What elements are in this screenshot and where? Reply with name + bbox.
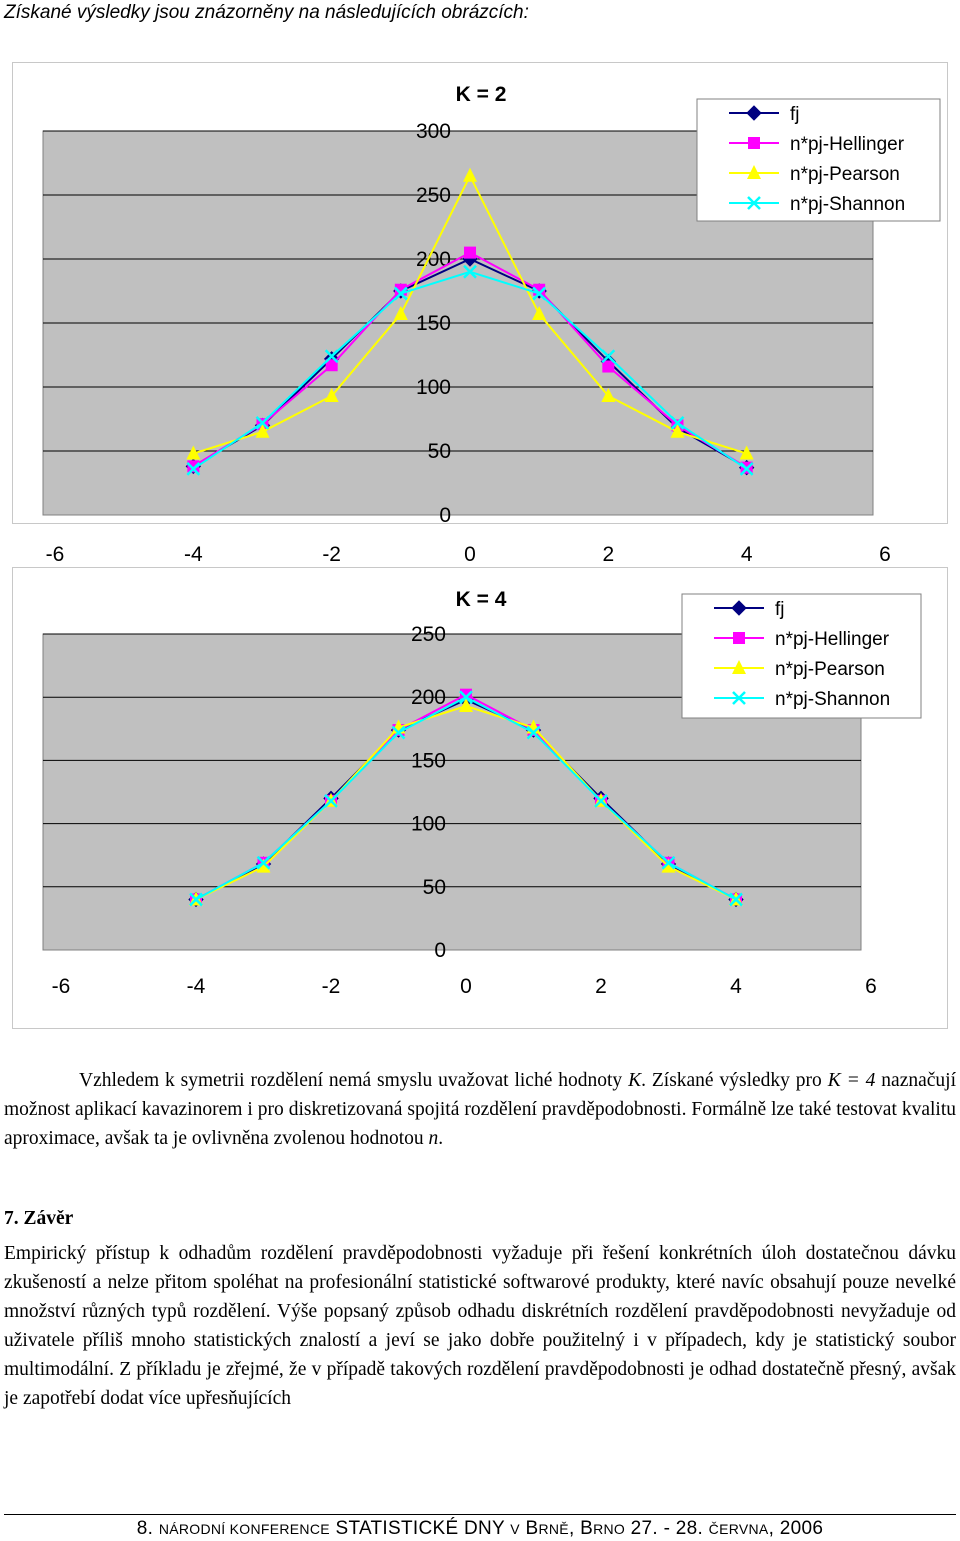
x-tick-label: 2 [595, 975, 607, 998]
x-tick-labels [46, 543, 891, 566]
formula: K = 4 [827, 1070, 876, 1091]
legend-marker [748, 137, 760, 149]
legend-marker [733, 632, 745, 644]
y-tick-label: 300 [415, 120, 451, 143]
variable-n: n [428, 1128, 439, 1149]
x-tick-label: -6 [45, 543, 65, 566]
x-tick-label: -4 [183, 543, 203, 566]
chart-k4 [12, 567, 948, 1029]
text-run: Vzhledem k symetrii rozdělení nemá smyslu uvažovat liché hodnoty [79, 1070, 629, 1091]
x-tick-label: -4 [186, 975, 206, 998]
footer-divider [4, 1514, 956, 1515]
x-tick-label: 0 [460, 975, 472, 998]
paragraph-conclusion [4, 1239, 956, 1413]
chart-title: K = 4 [455, 588, 507, 611]
y-tick-label: 0 [439, 504, 451, 527]
legend-label: n*pj-Pearson [775, 659, 885, 680]
legend [682, 594, 921, 718]
chart-k4-svg [13, 568, 947, 1028]
variable-k: K [628, 1070, 642, 1091]
legend-label: fj [790, 104, 800, 125]
chart-k2 [12, 62, 948, 566]
y-tick-label: 200 [410, 686, 446, 710]
y-tick-label: 100 [410, 812, 446, 836]
x-tick-labels [52, 975, 877, 998]
legend [697, 99, 940, 221]
data-point [602, 361, 614, 373]
text-run: . Získané výsledky pro [641, 1070, 828, 1091]
text-run: naznačují možnost aplikací kavazinorem i pro diskretizovaná spojitá rozdělení pravděpodobnosti. Formálně lze také testovat kvalitu aproximace, avšak ta je ovlivněna zvolenou hodnotou [4, 1070, 956, 1149]
y-tick-label: 100 [415, 376, 451, 399]
text-run: . [438, 1128, 444, 1149]
paragraph-results [4, 1066, 956, 1153]
x-tick-label: 6 [865, 975, 877, 998]
data-point [464, 247, 476, 259]
legend-label: n*pj-Pearson [790, 164, 900, 185]
y-tick-label: 250 [415, 184, 451, 207]
legend-label: n*pj-Hellinger [775, 629, 890, 650]
page-footer: 8. NÁRODNÍ KONFERENCE STATISTICKÉ DNY V BRNĚ, BRNO 27. - 28. ČERVNA, 2006 [136, 1518, 824, 1539]
intro-text: Získané výsledky jsou znázorněny na následujících obrázcích: [4, 2, 529, 23]
y-tick-label: 50 [422, 875, 446, 899]
y-tick-label: 50 [427, 440, 451, 463]
x-tick-label: 2 [602, 543, 615, 566]
legend-label: n*pj-Hellinger [790, 134, 905, 155]
y-tick-label: 200 [415, 248, 451, 271]
conclusion-text: Empirický přístup k odhadům rozdělení pravděpodobnosti vyžaduje při řešení konkrétních úloh dostatečnou dávku zkušeností a nelze přitom spoléhat na profesionální statistické softwarové produkty, které navíc obsahují pouze nevelké množství různých typů rozdělení. Výše popsaný způsob odhadu diskrétních rozdělení pravděpodobnosti nevyžaduje od uživatele příliš mnoho statistických znalostí a jeví se jako dobře použitelný i v případech, kdy je statistický soubor multimodální. Z příkladu je zřejmé, že v případě takových rozdělení pravděpodobnosti je odhad dostatečně přesný, avšak je zapotřebí dodat více upřesňujících [4, 1243, 956, 1409]
y-tick-label: 150 [410, 749, 446, 773]
legend-label: n*pj-Shannon [775, 689, 891, 710]
chart-title: K = 2 [455, 83, 507, 106]
legend-label: n*pj-Shannon [790, 194, 906, 215]
x-tick-label: 6 [879, 543, 891, 566]
x-tick-label: 0 [464, 543, 476, 566]
y-tick-label: 250 [410, 623, 446, 646]
section-heading: 7. Závěr [4, 1208, 74, 1229]
x-tick-label: -6 [51, 975, 71, 998]
y-tick-label: 150 [415, 312, 451, 335]
legend-label: fj [775, 599, 785, 620]
x-tick-label: -2 [321, 975, 341, 998]
x-tick-label: 4 [730, 975, 742, 998]
y-tick-label: 0 [434, 939, 446, 962]
x-tick-label: 4 [740, 543, 753, 566]
x-tick-label: -2 [322, 543, 342, 566]
chart-k2-svg [13, 63, 947, 566]
